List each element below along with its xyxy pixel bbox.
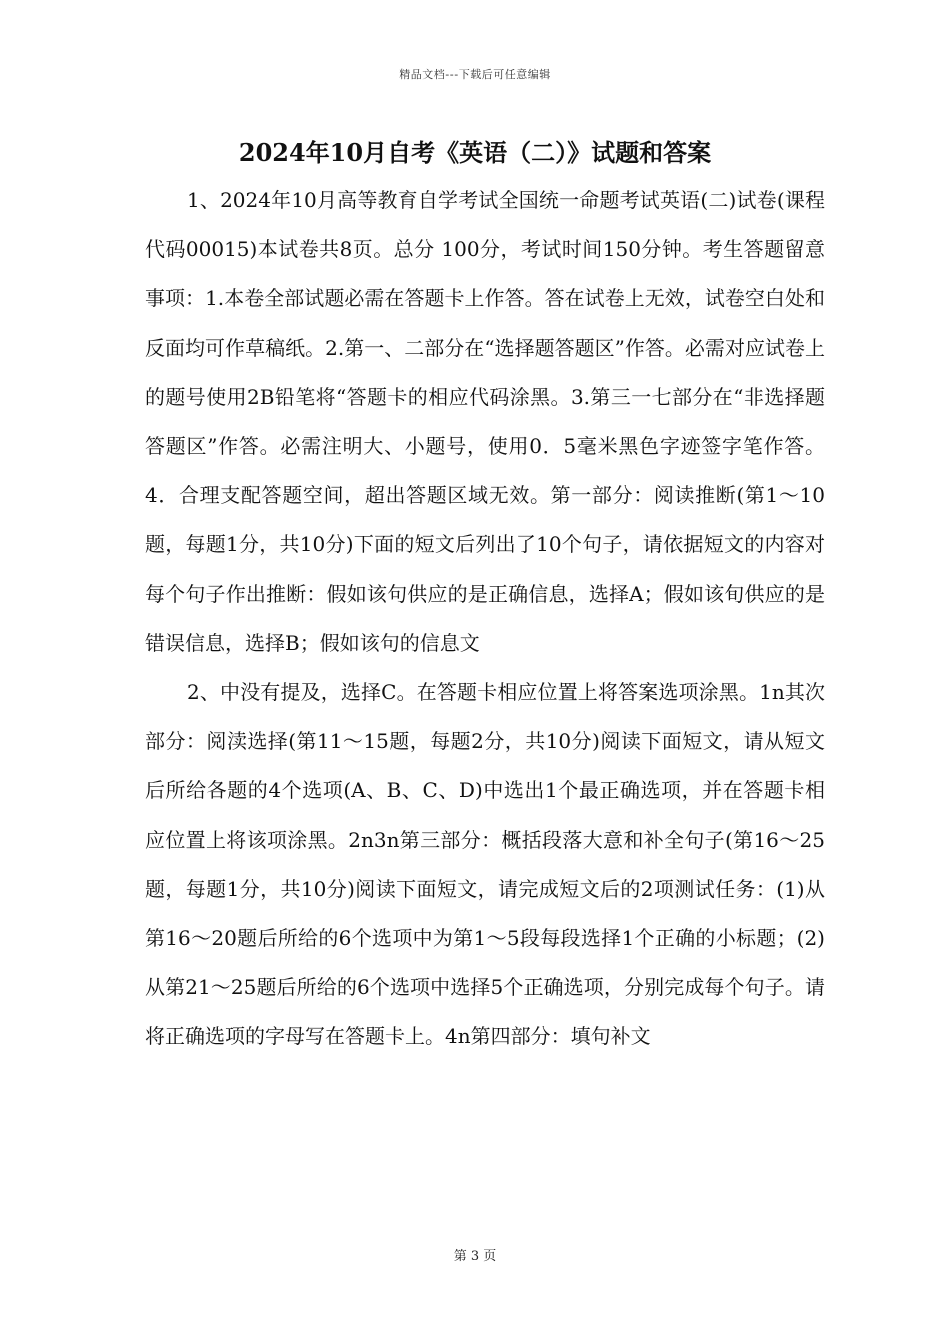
paragraph-2: 2、中没有提及，选择C。在答题卡相应位置上将答案选项涂黑。1n其次部分：阅渎选择(第11～15题，每题2分，共10分)阅读下面短文，请从短文后所给各题的4个选项(A、B、C、D)中选出1个最正确选项，并在答题卡相应位置上将该项涂黑。2n3n第三部分：概括段落大意和补全句子(第16～25题，每题1分，共10分)阅读下面短文，请完成短文后的2项测试任务：(1)从第16～20题后所给的6个选项中为第1～5段每段选择1个正确的小标题；(2)从第21～25题后所给的6个选项中选择5个正确选项，分别完成每个句子。请将正确选项的字母写在答题卡上。4n第四部分：填句补文 [145,680,825,1049]
paragraph-1: 1、2024年10月高等教育自学考试全国统一命题考试英语(二)试卷(课程代码00015)本试卷共8页。总分 100分，考试时间150分钟。考生答题留意事项：1.本卷全部试题必需在答题卡上作答。答在试卷上无效，试卷空白处和反面均可作草稿纸。2.第一、二部分在“选择题答题区”作答。必需对应试卷上的题号使用2B铅笔将“答题卡的相应代码涂黑。3.第三一七部分在“非选择题答题区”作答。必需注明大、小题号，使用0．5毫米黑色字迹签字笔作答。4．合理支配答题空间，超出答题区域无效。第一部分：阅读推断(第1～10题，每题1分，共10分)下面的短文后列出了10个句子，请依据短文的内容对每个句子作出推断：假如该句供应的是正确信息，选择A；假如该旬供应的是错误信息，选择B；假如该句的信息文 [145,188,825,655]
page-number: 第 3 页 [453,1249,497,1264]
header-note: 精品文档---下载后可任意编辑 [399,68,551,81]
document-body [145,176,825,1062]
document-title: 2024年10月自考《英语（二）》试题和答案 [238,138,712,167]
